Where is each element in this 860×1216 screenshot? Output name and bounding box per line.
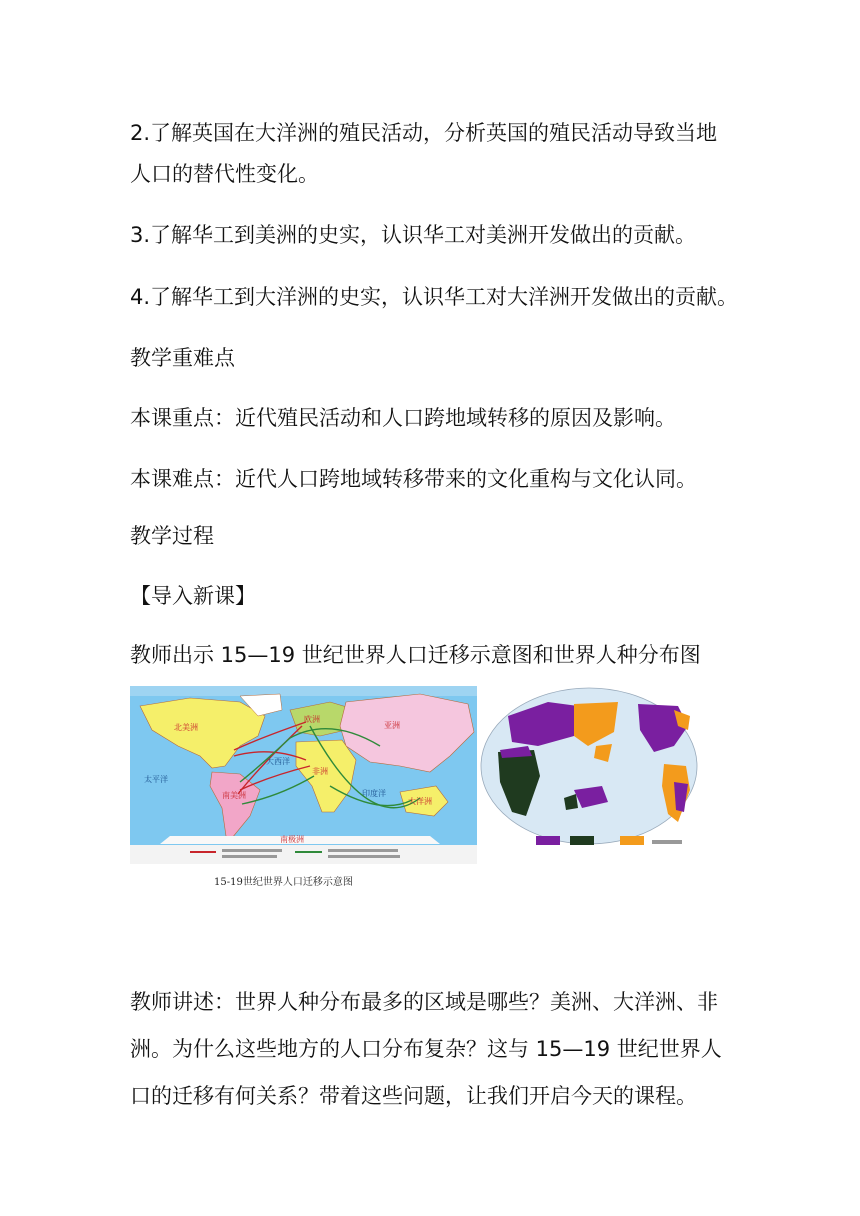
objective-line-2: 人口的替代性变化。 <box>130 162 319 186</box>
difficult-point: 本课难点：近代人口跨地域转移带来的文化重构与文化认同。 <box>130 467 697 491</box>
label-antarctica: 南极洲 <box>280 835 304 844</box>
narration-line-1: 教师讲述：世界人种分布最多的区域是哪些？美洲、大洋洲、非 <box>130 990 718 1014</box>
key-points-heading: 教学重难点 <box>130 346 235 370</box>
label-europe: 欧洲 <box>304 715 320 724</box>
narration-line-2: 洲。为什么这些地方的人口分布复杂？这与 15—19 世纪世界人 <box>130 1037 722 1061</box>
label-south-america: 南美洲 <box>222 791 246 800</box>
objective-line-3: 3.了解华工到美洲的史实，认识华工对美洲开发做出的贡献。 <box>130 223 697 247</box>
label-oceania: 大洋洲 <box>408 797 432 806</box>
narration-line-3: 口的迁移有何关系？带着这些问题，让我们开启今天的课程。 <box>130 1084 697 1108</box>
label-indian: 印度洋 <box>362 789 386 798</box>
objective-line-4: 4.了解华工到大洋洲的史实，认识华工对大洋洲开发做出的贡献。 <box>130 285 739 309</box>
race-map <box>478 686 700 864</box>
migration-map-caption: 15-19世纪世界人口迁移示意图 <box>214 877 353 888</box>
label-atlantic: 大西洋 <box>266 757 290 766</box>
key-point: 本课重点：近代殖民活动和人口跨地域转移的原因及影响。 <box>130 406 676 430</box>
label-asia: 亚洲 <box>384 721 400 730</box>
label-pacific: 太平洋 <box>144 775 168 784</box>
migration-map <box>130 686 477 864</box>
label-africa: 非洲 <box>312 767 328 776</box>
process-heading: 教学过程 <box>130 524 214 548</box>
intro-heading: 【导入新课】 <box>130 584 256 608</box>
intro-text: 教师出示 15—19 世纪世界人口迁移示意图和世界人种分布图 <box>130 643 701 667</box>
label-north-america: 北美洲 <box>174 723 198 732</box>
objective-line-1: 2.了解英国在大洋洲的殖民活动，分析英国的殖民活动导致当地 <box>130 121 718 145</box>
